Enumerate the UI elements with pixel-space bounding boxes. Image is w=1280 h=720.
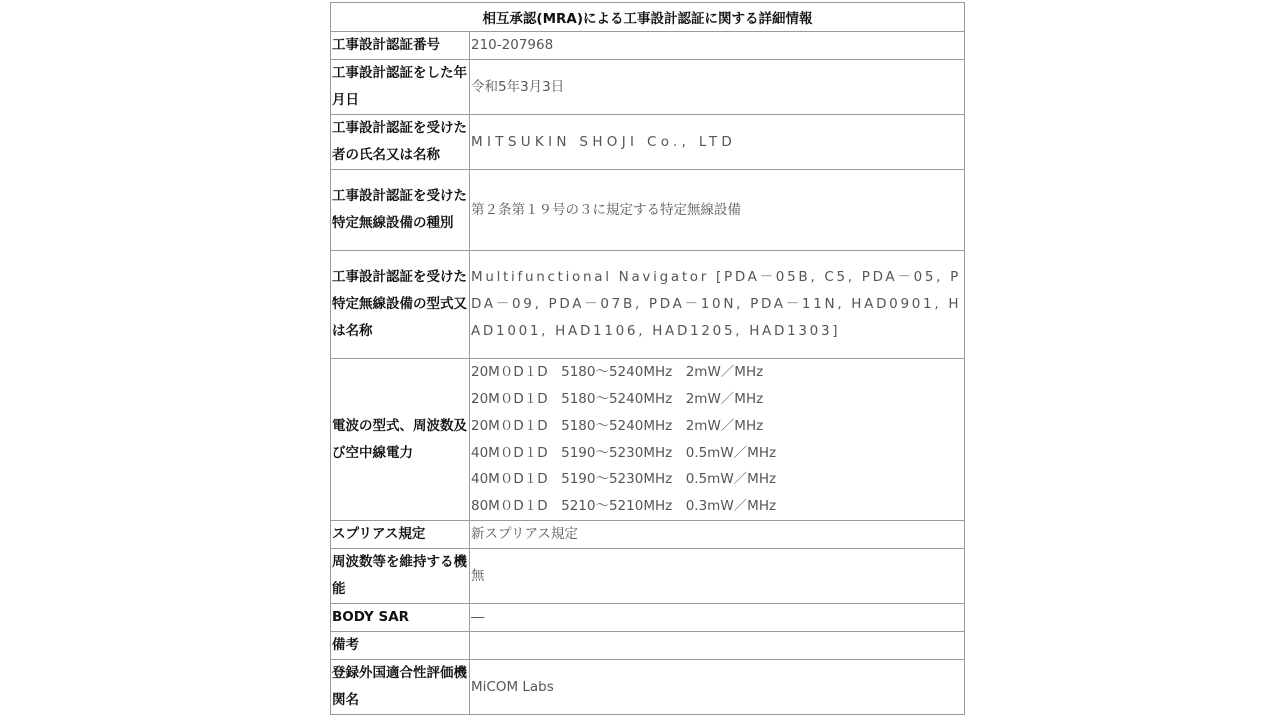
cert-date-label: 工事設計認証をした年月日 (331, 60, 470, 115)
table-row-cert-date (331, 60, 965, 115)
model-name-label: 工事設計認証を受けた特定無線設備の型式又は名称 (331, 251, 470, 359)
remarks-label: 備考 (331, 632, 470, 660)
detail-table-container (330, 2, 964, 715)
spurious-value: 新スプリアス規定 (470, 521, 965, 549)
certification-detail-table (330, 2, 965, 715)
table-row-emission (331, 359, 965, 521)
emission-line: 80M０D１D 5210～5210MHz 0.3mW／MHz (471, 498, 777, 515)
table-row-assessment-body (331, 660, 965, 715)
table-row-model-name (331, 251, 965, 359)
emission-line: 20M０D１D 5180～5240MHz 2mW／MHz (471, 364, 764, 381)
emission-label: 電波の型式、周波数及び空中線電力 (331, 359, 470, 521)
table-row-equipment-type (331, 170, 965, 251)
body-sar-value: ― (470, 604, 965, 632)
equipment-type-label: 工事設計認証を受けた特定無線設備の種別 (331, 170, 470, 251)
table-row-body-sar (331, 604, 965, 632)
model-name-value: Multifunctional Navigator [PDA－05B, C5, PDA－05, PDA－09, PDA－07B, PDA－10N, PDA－11N, HAD0901, HAD1001, HAD1106, HAD1205, HAD1303] (470, 251, 965, 359)
table-row-recipient (331, 115, 965, 170)
body-sar-label: BODY SAR (331, 604, 470, 632)
emission-line: 40M０D１D 5190～5230MHz 0.5mW／MHz (471, 444, 777, 461)
cert-number-label: 工事設計認証番号 (331, 32, 470, 60)
table-title: 相互承認(MRA)による工事設計認証に関する詳細情報 (331, 3, 965, 32)
table-row-cert-number (331, 32, 965, 60)
emission-line: 20M０D１D 5180～5240MHz 2mW／MHz (471, 390, 764, 407)
table-row-frequency-maintain (331, 549, 965, 604)
frequency-maintain-label: 周波数等を維持する機能 (331, 549, 470, 604)
cert-date-value: 令和5年3月3日 (470, 60, 965, 115)
recipient-value: MITSUKIN SHOJI Co., LTD (470, 115, 965, 170)
assessment-body-value: MiCOM Labs (470, 660, 965, 715)
table-row-spurious (331, 521, 965, 549)
table-title-row (331, 3, 965, 32)
emission-line: 20M０D１D 5180～5240MHz 2mW／MHz (471, 417, 764, 434)
frequency-maintain-value: 無 (470, 549, 965, 604)
assessment-body-label: 登録外国適合性評価機関名 (331, 660, 470, 715)
table-row-remarks (331, 632, 965, 660)
equipment-type-value: 第２条第１９号の３に規定する特定無線設備 (470, 170, 965, 251)
cert-number-value: 210-207968 (470, 32, 965, 60)
remarks-value (470, 632, 965, 660)
emission-value (470, 359, 965, 521)
recipient-label: 工事設計認証を受けた者の氏名又は名称 (331, 115, 470, 170)
emission-line: 40M０D１D 5190～5230MHz 0.5mW／MHz (471, 471, 777, 488)
spurious-label: スプリアス規定 (331, 521, 470, 549)
